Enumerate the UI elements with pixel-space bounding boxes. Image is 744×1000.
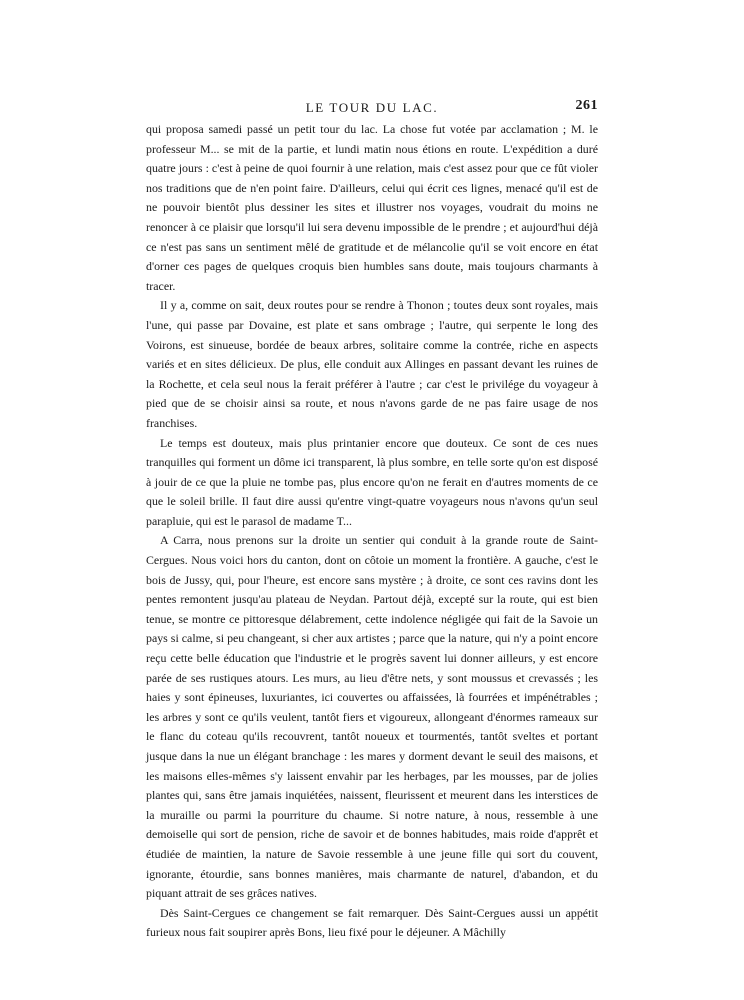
paragraph-1: qui proposa samedi passé un petit tour du lac. La chose fut votée par acclamation ; M. le professeur M... se mit de la partie, et lundi matin nous étions en route. L'expédition a duré quatre jours : c'est à peine de quoi fournir à une relation, mais c'est assez pour que ce fût violer nos traditions que de n'en point faire. D'ailleurs, celui qui écrit ces lignes, menacé qu'il est de ne pouvoir bientôt plus dessiner les sites et illustrer nos voyages, voudrait du moins ne renoncer à ce plaisir que lorsqu'il lui sera devenu impossible de le prendre ; et aujourd'hui déjà ce n'est pas sans un sentiment mêlé de gratitude et de mélancolie qu'il se voit encore en état d'orner ces pages de quelques croquis bien humbles sans doute, mais toujours charmants à tracer. bbox=[146, 122, 598, 293]
page-number: 261 bbox=[575, 98, 598, 113]
body-text bbox=[146, 120, 598, 943]
running-head bbox=[146, 98, 598, 118]
running-title: LE TOUR DU LAC. bbox=[305, 100, 439, 115]
paragraph-2: Il y a, comme on sait, deux routes pour se rendre à Thonon ; toutes deux sont royales, mais l'une, qui passe par Dovaine, est plate et sans ombrage ; l'autre, qui serpente le long des Voirons, est sinueuse, bordée de beaux arbres, solitaire comme la contrée, riche en aspects variés et en sites délicieux. De plus, elle conduit aux Allinges en passant devant les ruines de la Rochette, et cela seul nous la ferait préférer à l'autre ; car c'est le privilége du voyageur à pied que de se choisir ainsi sa route, et nous n'avons garde de ne pas faire usage de nos franchises. bbox=[146, 298, 598, 430]
paragraph-4: A Carra, nous prenons sur la droite un sentier qui conduit à la grande route de Saint-Cergues. Nous voici hors du canton, dont on côtoie un moment la frontière. A gauche, c'est le bois de Jussy, qui, pour l'heure, est encore sans mystère ; à droite, ce sont ces ravins dont les pentes remontent jusqu'au plateau de Neydan. Partout déjà, excepté sur la route, qui est bien tenue, se montre ce pittoresque délabrement, cette indolence négligée qui fait de la Savoie un pays si calme, si peu changeant, si cher aux artistes ; parce que la nature, qui n'y a point encore reçu cette belle éducation que l'industrie et le progrès savent lui donner ailleurs, y est encore parée de ses rustiques atours. Les murs, au lieu d'être nets, y sont moussus et crevassés ; les haies y sont épineuses, luxuriantes, ici couvertes ou affaissées, là fourrées et impénétrables ; les arbres y sont ce qu'ils veulent, tantôt fiers et vigoureux, allongeant d'énormes rameaux sur le flanc du coteau qu'ils recouvrent, tantôt noueux et tourmentés, tantôt sveltes et portant jusque dans la nue un élégant branchage : les mares y dorment devant le seuil des maisons, et les maisons elles-mêmes s'y laissent envahir par les herbages, par les mousses, par de jolies plantes qui, sans être jamais inquiétées, naissent, fleurissent et meurent dans les interstices de la muraille ou parmi la pourriture du chaume. Si notre nature, à nous, ressemble à une demoiselle qui sort de pension, riche de savoir et de bonnes habitudes, mais roide d'apprêt et étudiée de maintien, la nature de Savoie ressemble à une jeune fille qui sort du couvent, ignorante, étourdie, sans bonnes manières, mais charmante de naturel, d'abandon, et du piquant attrait de ses grâces natives. bbox=[146, 533, 598, 901]
book-page bbox=[146, 98, 598, 943]
paragraph-5: Dès Saint-Cergues ce changement se fait remarquer. Dès Saint-Cergues aussi un appétit furieux nous fait soupirer après Bons, lieu fixé pour le déjeuner. A Mâchilly bbox=[146, 905, 598, 940]
paragraph-3: Le temps est douteux, mais plus printanier encore que douteux. Ce sont de ces nues tranquilles qui forment un dôme ici transparent, là plus sombre, en telle sorte qu'on est disposé à jouir de ce que la pluie ne tombe pas, plus encore qu'on ne ferait en d'autres moments de ce que le soleil brille. Il faut dire aussi qu'entre vingt-quatre voyageurs nous n'avons qu'un seul parapluie, qui est le parasol de madame T... bbox=[146, 435, 598, 528]
